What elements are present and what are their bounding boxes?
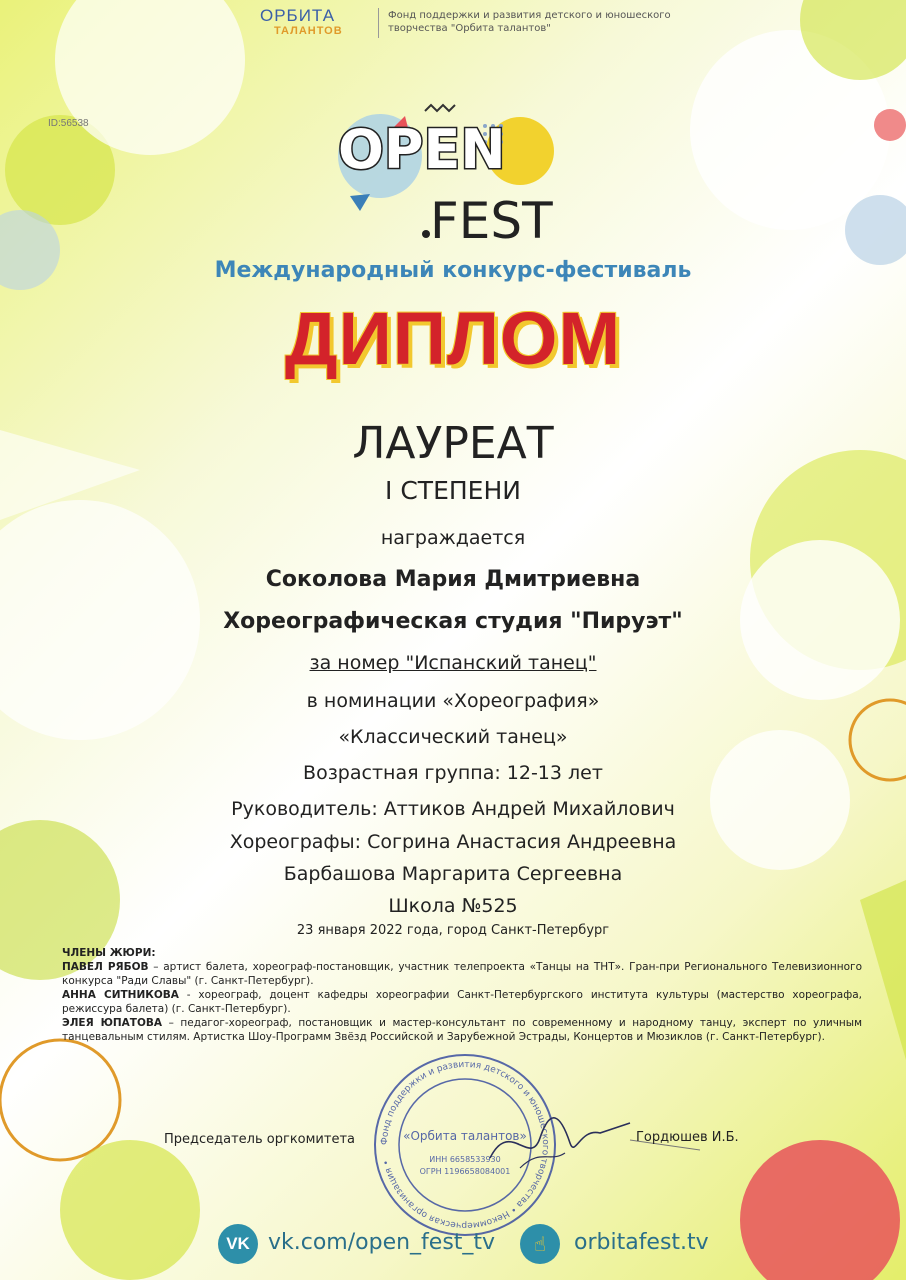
open-text: OPEN (338, 118, 506, 181)
performance-number (0, 652, 906, 674)
jury-member-desc: – педагог-хореограф, постановщик и мастер-консультант по современному и народному танцу, эксперт по уличным танцевальным стилям. Артистка Шоу-Программ Звёзд Российской и Зарубежной Эстрады, Концертов и Мюзиклов (г. Санкт-Петербург). (62, 1017, 863, 1043)
age-group: Возрастная группа: 12-13 лет (303, 762, 603, 784)
stamp-ring-text: Фонд поддержки и развития детского и юношеского творчества • Некоммерческая организация • (379, 1059, 551, 1231)
degree-title: I СТЕПЕНИ (385, 476, 521, 505)
chair-signature (480, 1108, 640, 1178)
vk-icon: VK (218, 1224, 258, 1264)
stamp-inn: ИНН 6658533930 (429, 1155, 501, 1164)
jury-member-name: ЭЛЕЯ ЮПАТОВА (62, 1017, 163, 1029)
chair-name: Гордюшев И.Б. (636, 1130, 739, 1145)
jury-member (62, 960, 862, 988)
studio-name: Хореографическая студия "Пируэт" (223, 609, 683, 634)
orbita-logo: ОРБИТА (260, 6, 336, 25)
stamp-ogrn: ОГРН 1196658084001 (419, 1167, 511, 1176)
jury-heading: ЧЛЕНЫ ЖЮРИ: (62, 947, 156, 959)
choreographers-line-1: Хореографы: Согрина Анастасия Андреевна (229, 831, 677, 853)
jury-section (62, 946, 862, 1044)
laureate-title: ЛАУРЕАТ (352, 418, 554, 469)
jury-member (62, 1016, 862, 1044)
vk-link[interactable]: vk.com/open_fest_tv (268, 1230, 496, 1255)
fest-text: FEST (430, 192, 553, 246)
jury-member-name: АННА СИТНИКОВА (62, 989, 179, 1001)
performance-number-text: за номер "Испанский танец" (309, 652, 597, 674)
diploma-title: ДИПЛОМ (284, 297, 622, 380)
jury-member-name: ПАВЕЛ РЯБОВ (62, 961, 149, 973)
website-link[interactable]: orbitafest.tv (574, 1230, 709, 1255)
category: «Классический танец» (338, 726, 568, 748)
leader: Руководитель: Аттиков Андрей Михайлович (231, 798, 675, 820)
stamp-center-text: «Орбита талантов» (403, 1129, 527, 1143)
header-divider (378, 8, 379, 38)
festival-subtitle: Международный конкурс-фестиваль (214, 258, 692, 283)
school: Школа №525 (388, 895, 518, 917)
jury-member-desc: - хореограф, доцент кафедры хореографии Санкт-Петербургского института культуры (мастерство хореографа, режиссура балета) (г. Санкт-Петербург). (62, 989, 862, 1015)
jury-member-desc: – артист балета, хореограф-постановщик, участник телепроекта «Танцы на ТНТ». Гран-при Регионального Телевизионного конкурса "Ради Славы" (г. Санкт-Петербург). (62, 961, 862, 987)
date-city: 23 января 2022 года, город Санкт-Петербург (296, 923, 610, 938)
nomination: в номинации «Хореография» (306, 690, 600, 712)
chair-label: Председатель оргкомитета (164, 1132, 355, 1147)
awarded-label: награждается (380, 527, 526, 549)
organization-header (260, 6, 680, 44)
fund-name: Фонд поддержки и развития детского и юношеского творчества "Орбита талантов" (388, 10, 671, 34)
document-id: ID:56538 (48, 118, 89, 129)
recipient-name: Соколова Мария Дмитриевна (265, 567, 641, 592)
choreographers-line-2: Барбашова Маргарита Сергеевна (283, 863, 623, 885)
jury-member (62, 988, 862, 1016)
orbita-logo-subtitle: ТАЛАНТОВ (274, 25, 343, 37)
open-fest-logo (330, 96, 570, 246)
pointer-hand-icon: ☝ (520, 1224, 560, 1264)
